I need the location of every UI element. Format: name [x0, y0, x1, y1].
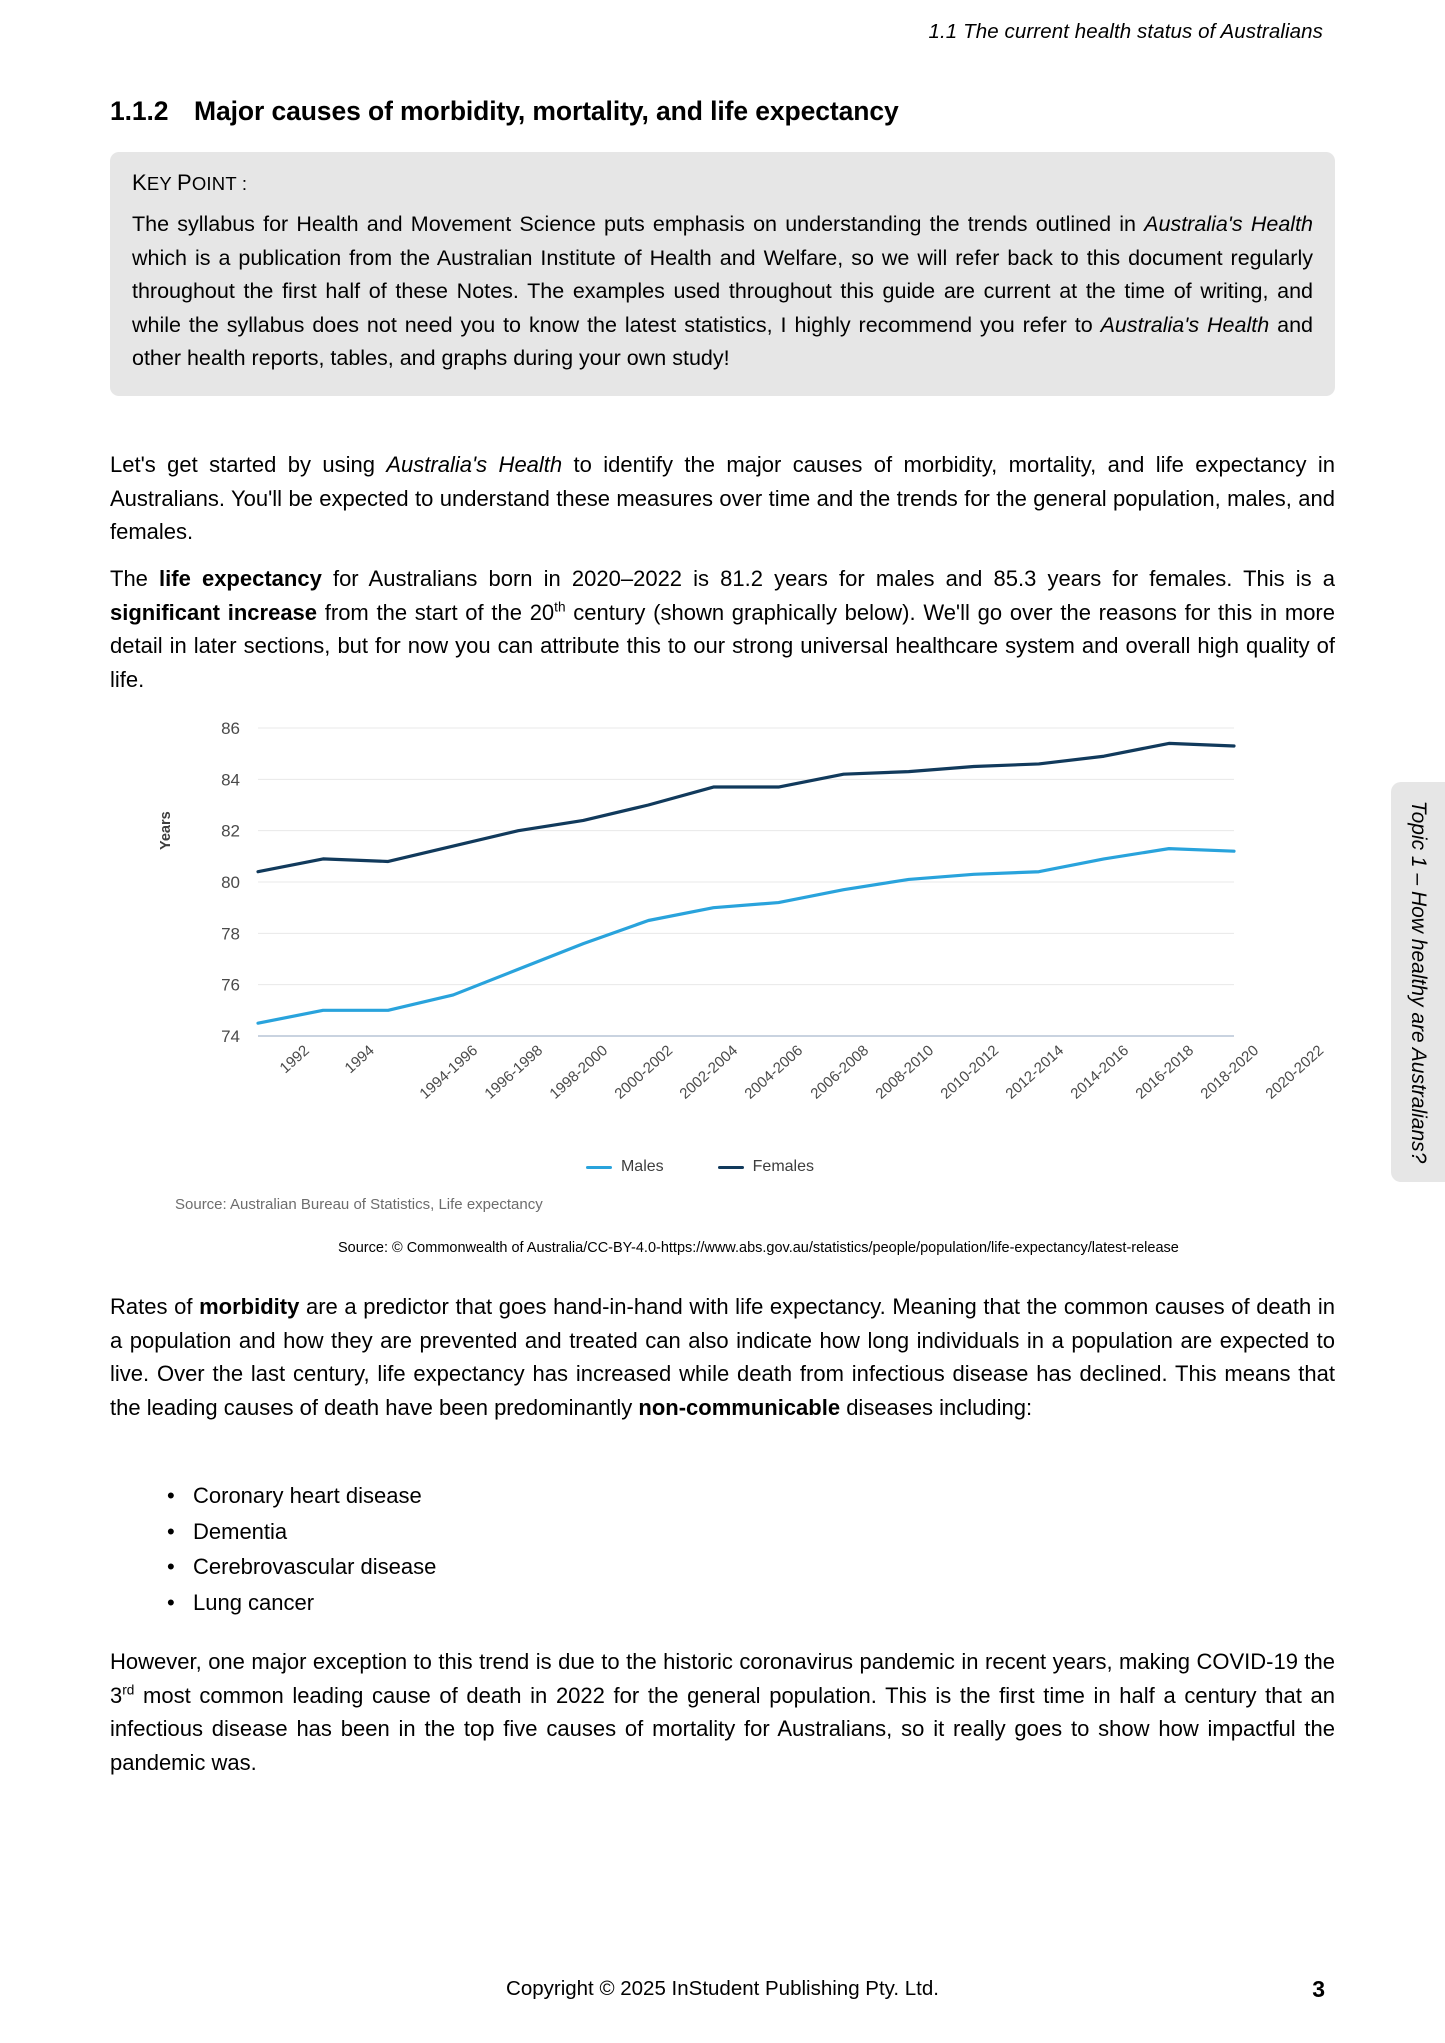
list-item — [155, 1514, 1055, 1550]
list-item-label: Cerebrovascular disease — [193, 1554, 437, 1579]
chart-y-axis-title: Years — [158, 811, 174, 850]
key-point-label — [132, 170, 1313, 196]
paragraph-morbidity-part3: diseases including: — [840, 1394, 1033, 1420]
bullet-dot-icon: • — [167, 1518, 175, 1544]
chart-y-tick-label: 78 — [221, 924, 240, 944]
paragraph-life-superscript: th — [554, 599, 566, 615]
chart-x-tick-label: 2000-2002 — [611, 1042, 677, 1103]
chart-x-tick-label: 2002-2004 — [676, 1042, 742, 1103]
list-item — [155, 1549, 1055, 1585]
chart-y-tick-label: 76 — [221, 975, 240, 995]
chart-y-tick-label: 74 — [221, 1027, 240, 1046]
legend-swatch-icon — [586, 1166, 612, 1169]
chart-x-axis-labels — [150, 1036, 1328, 1146]
disease-list — [155, 1478, 1055, 1620]
topic-side-tab-label: Topic 1 – How healthy are Australians? — [1407, 800, 1430, 1164]
paragraph-morbidity-bold-1: morbidity — [199, 1294, 300, 1319]
key-point-text-part3: and other health reports, tables, and graphs during your own study! — [132, 312, 1313, 370]
list-item-label: Coronary heart disease — [193, 1483, 422, 1508]
chart-x-tick-label: 1998-2000 — [546, 1042, 612, 1103]
key-point-label-p: P — [176, 170, 192, 195]
paragraph-intro-emphasis: Australia's Health — [386, 452, 563, 477]
paragraph-covid-part2: most common leading cause of death in 2022 for the general population. This is the first time in half a century that an infectious disease has been in the top five causes of mortality for Australians, so it really goes to show how impactful the pandemic was. — [110, 1682, 1335, 1775]
key-point-emphasis-1: Australia's Health — [1144, 212, 1314, 236]
key-point-label-ey: EY — [146, 173, 172, 194]
paragraph-life-expectancy — [110, 562, 1335, 696]
paragraph-intro-part2: to identify the major causes of morbidity, mortality, and life expectancy in Australians. You'll be expected to understand these measures over time and the trends for the general population, males, and females. — [110, 452, 1336, 544]
key-point-text — [132, 208, 1313, 376]
chart-source-note: Source: Australian Bureau of Statistics, Life expectancy — [175, 1196, 543, 1213]
paragraph-life-part2: for Australians born in 2020–2022 is 81.2 years for males and 85.3 years for females. This is a — [321, 566, 1336, 591]
paragraph-covid — [110, 1645, 1335, 1779]
bullet-dot-icon: • — [167, 1554, 175, 1579]
life-expectancy-chart — [150, 718, 1328, 1238]
chart-x-tick-label: 1996-1998 — [481, 1042, 547, 1103]
key-point-emphasis-2: Australia's Health — [1100, 312, 1270, 337]
chart-x-tick-label: 2014-2016 — [1067, 1042, 1132, 1103]
key-point-label-oint: OINT — [191, 173, 237, 194]
chart-y-tick-label: 84 — [221, 770, 240, 790]
list-item-label: Dementia — [193, 1518, 288, 1544]
chart-plot-area — [150, 718, 1250, 1048]
chart-legend-item — [586, 1158, 664, 1176]
chart-x-tick-label: 2004-2006 — [741, 1042, 807, 1103]
page-number: 3 — [1312, 1976, 1325, 2002]
chart-legend-label: Females — [752, 1158, 815, 1175]
key-point-box — [110, 152, 1335, 396]
chart-x-tick-label: 2020-2022 — [1262, 1042, 1328, 1103]
section-title: Major causes of morbidity, mortality, and life expectancy — [194, 96, 899, 126]
legend-swatch-icon — [718, 1166, 744, 1169]
chart-x-tick-label: 2018-2020 — [1197, 1042, 1263, 1103]
paragraph-life-part1: The — [110, 566, 160, 591]
chart-series-line-males — [258, 849, 1234, 1024]
paragraph-morbidity — [110, 1290, 1335, 1424]
list-item-label: Lung cancer — [193, 1589, 315, 1615]
topic-side-tab — [1391, 782, 1445, 1182]
paragraph-life-bold-1: life expectancy — [159, 566, 322, 591]
key-point-text-part1: The syllabus for Health and Movement Science puts emphasis on understanding the trends outlined in — [132, 212, 1145, 236]
paragraph-covid-superscript: rd — [122, 1682, 135, 1698]
paragraph-intro — [110, 448, 1335, 549]
chart-x-tick-label: 2016-2018 — [1132, 1042, 1197, 1103]
list-item — [155, 1585, 1055, 1621]
chart-x-tick-label: 2006-2008 — [806, 1042, 872, 1103]
key-point-label-k: K — [132, 170, 147, 195]
paragraph-morbidity-part1: Rates of — [110, 1294, 200, 1319]
footer-copyright: Copyright © 2025 InStudent Publishing Pty. Ltd. — [506, 1977, 939, 2000]
chart-x-tick-label: 1994 — [341, 1042, 378, 1077]
paragraph-covid-part1: However, one major exception to this trend is due to the historic coronavirus pandemic in recent years, making COVID-19 the 3 — [110, 1649, 1335, 1708]
chart-y-tick-label: 82 — [221, 821, 240, 841]
chart-x-tick-label: 1994-1996 — [416, 1042, 482, 1103]
chart-y-tick-label: 80 — [221, 873, 240, 892]
section-number: 1.1.2 — [110, 96, 169, 126]
chart-y-tick-label: 86 — [221, 719, 240, 738]
paragraph-morbidity-bold-2: non-communicable — [638, 1394, 841, 1420]
paragraph-life-part3: from the start of the 20 — [317, 599, 555, 625]
chart-x-tick-label: 2010-2012 — [937, 1042, 1002, 1103]
paragraph-intro-part1: Let's get started by using — [110, 452, 387, 477]
bullet-dot-icon: • — [167, 1589, 175, 1615]
paragraph-life-part4: century (shown graphically below). We'll go over the reasons for this in more detail in later sections, but for now you can attribute this to our strong universal healthcare system and overall high quality of life. — [110, 599, 1335, 692]
key-point-label-colon: : — [241, 173, 248, 194]
chart-legend-label: Males — [620, 1158, 664, 1175]
chart-legend-item — [718, 1158, 814, 1176]
key-point-text-part2: which is a publication from the Australian Institute of Health and Welfare, so we will refer back to this document regularly throughout the first half of these Notes. The examples used throughout this guide are current at the time of writing, and while the syllabus does not need you to know the latest statistics, I highly recommend you refer to — [132, 245, 1313, 337]
chart-svg — [150, 718, 1250, 1048]
chart-x-tick-label: 2012-2014 — [1002, 1042, 1067, 1103]
running-header: 1.1 The current health status of Australians — [928, 20, 1323, 43]
bullet-dot-icon: • — [167, 1483, 175, 1508]
chart-legend — [150, 1158, 1250, 1176]
chart-series-line-females — [258, 743, 1234, 871]
list-item — [155, 1478, 1055, 1514]
chart-copyright-note: Source: © Commonwealth of Australia/CC-BY-4.0-https://www.abs.gov.au/statistics/people/population/life-expectancy/latest-release — [338, 1240, 1179, 1256]
chart-x-tick-label: 2008-2010 — [872, 1042, 937, 1103]
chart-x-tick-label: 1992 — [276, 1042, 313, 1077]
paragraph-morbidity-part2: are a predictor that goes hand-in-hand with life expectancy. Meaning that the common causes of death in a population and how they are prevented and treated can also indicate how long individuals in a population are expected to live. Over the last century, life expectancy has increased while death from infectious disease has declined. This means that the leading causes of death have been predominantly — [110, 1294, 1336, 1420]
paragraph-life-bold-2: significant increase — [110, 599, 318, 625]
page-title — [110, 96, 899, 127]
